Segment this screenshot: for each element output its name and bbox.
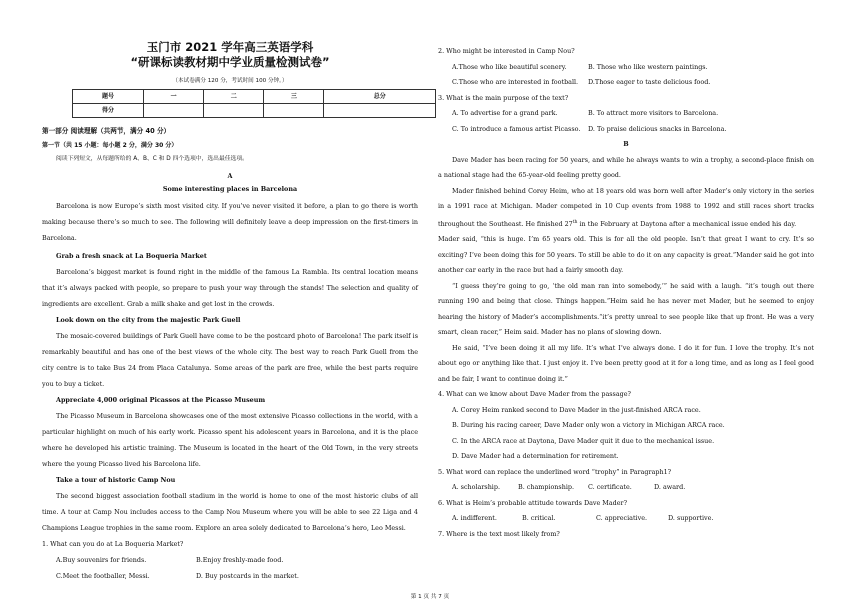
option-c[interactable]: C. In the ARCA race at Daytona, Dave Mader quit it due to the mechanical issue. — [452, 436, 715, 445]
question-5: 5. What word can replace the underlined word “trophy” in Paragraph1? — [438, 467, 672, 476]
passage-b-label: B — [623, 140, 629, 148]
option-d[interactable]: D. Dave Mader had a determination for retirement. — [452, 452, 619, 461]
part1-heading: 第一部分 阅读理解（共两节，满分 40 分） — [42, 127, 171, 135]
question-3-options — [438, 122, 814, 138]
option-d[interactable]: D. Buy postcards in the market. — [196, 572, 299, 580]
option-c[interactable]: C.Those who are interested in football. — [452, 78, 579, 86]
instructions: 阅读下列短文，从每题所给的 A、B、C 和 D 四个选项中，选出最佳选项。 — [56, 156, 248, 162]
option-a[interactable]: A. Corey Heim ranked second to Dave Mader in the just-finished ARCA race. — [452, 405, 701, 414]
exam-title-line1: 玉门市 2021 学年高三英语学科 — [146, 40, 314, 54]
option-d[interactable]: D. award. — [654, 483, 686, 492]
option-a[interactable]: A. indifferent. — [452, 514, 497, 523]
option-d[interactable]: D.Those eager to taste delicious food. — [588, 78, 711, 86]
section-text: The Picasso Museum in Barcelona showcases one of the most extensive Picasso collections in the world, with a particular highlight on much of his early work. Picasso spent his adolescent years in Barcelona, and it is the place where he developed his artistic training. The Museum is located in the heart of the Old Town, in the very streets where the young Picasso lived his Barcelona life. — [42, 412, 418, 468]
option-d[interactable]: D. supportive. — [668, 514, 714, 523]
paragraph-text: Mader finished behind Corey Heim, who at 18 years old was born well after Mader’s only victory in the series in a 1991 race at Michigan. Mader competed in 10 Cup events from 1988 to 1992 and still races short tracks throughout the Southeast. He finished 27 — [438, 186, 814, 228]
section-text: Barcelona’s biggest market is found right in the middle of the famous La Rambla. Its central location means that it’s always packed with people, so prepare to push your way through the stands! The selection and quality of ingredients are excellent. Grab a milk shake and get lost in the crowds. — [42, 268, 418, 308]
score-cell[interactable] — [144, 104, 204, 118]
section-title: Take a tour of historic Camp Nou — [56, 476, 176, 484]
page-footer: 第 1 页 共 7 页 — [410, 594, 450, 600]
section-title: Grab a fresh snack at La Boqueria Market — [56, 252, 207, 260]
passage-b-paragraph: Dave Mader has been racing for 50 years, and while he always wants to win a trophy, a second-place finish on a national stage had the 65-year-old feeling pretty good. — [438, 155, 814, 179]
section-text: The second biggest association football stadium in the world is home to one of the most historic clubs of all time. A tour at Camp Nou includes access to the Camp Nou Museum where you will be able to see 22 Liga and 4 Champions League trophies in the same room. Explore an area solely dedicated to Barcelona’s hero, Leo Messi. — [42, 492, 418, 532]
option-b[interactable]: B. Those who like western paintings. — [588, 62, 708, 71]
passage-a-label: A — [227, 172, 233, 180]
option-d[interactable]: D. To praise delicious snacks in Barcelona. — [588, 124, 727, 133]
option-b[interactable]: B. critical. — [522, 514, 556, 523]
question-6-options — [438, 511, 814, 527]
score-table-row — [73, 104, 436, 118]
question-2-options — [438, 75, 814, 91]
exam-note: （本试卷满分 120 分，考试时间 100 分钟。） — [172, 78, 288, 84]
score-cell: 二 — [204, 90, 264, 104]
option-c[interactable]: C. certificate. — [588, 483, 632, 492]
question-4: 4. What can we know about Dave Mader from the passage? — [438, 390, 631, 399]
score-table — [72, 89, 436, 118]
score-cell: 题号 — [73, 90, 144, 104]
question-1-options — [42, 552, 418, 568]
right-block — [438, 44, 814, 542]
score-table-row — [73, 90, 436, 104]
score-cell: 总分 — [324, 90, 436, 104]
section-text: The mosaic-covered buildings of Park Guell have come to be the postcard photo of Barcelona! The park itself is remarkably beautiful and has one of the best views of the whole city. The best way to reach Park Guell from the city centre is to take Bus 24 from Placa Catalunya. Some areas of the park are free, while the best parts require you to buy a ticket. — [42, 332, 418, 388]
question-1: 1. What can you do at La Boqueria Market? — [42, 540, 184, 548]
option-b[interactable]: B. To attract more visitors to Barcelona. — [588, 109, 719, 117]
paragraph-text: in the February at Daytona after a mechanical issue ended his day. — [577, 219, 797, 228]
passage-b-paragraph — [438, 184, 814, 233]
score-cell: 三 — [264, 90, 324, 104]
option-b[interactable]: B. During his racing career, Dave Mader only won a victory in Michigan ARCA race. — [452, 421, 725, 430]
question-6: 6. What is Heim’s probable attitude towards Dave Mader? — [438, 498, 628, 507]
passage-b-paragraph: “I guess they’re going to go, ‘the old man ran into somebody,’” he said with a laugh. “it’s tough out there running 190 and being that close. Things happen.”Heim said he has never met Mader, but he seemed to enjoy hearing the history of Mader’s accomplishments.“it’s pretty unreal to see people like that up front. He was a very smart, clean racer,” Heim said. Mader has no plans of slowing down. — [438, 281, 814, 337]
option-c[interactable]: C. To introduce a famous artist Picasso. — [452, 124, 581, 133]
question-7: 7. Where is the text most likely from? — [438, 529, 560, 538]
score-cell[interactable] — [324, 104, 436, 118]
passage-b-paragraph: He said, “I’ve been doing it all my life. It’s what I’ve always done. I do it for fun. I love the trophy. It’s not about ego or anything like that. I just enjoy it. I’ve been pretty good at it for a long time, and as long as I feel good and be fair, I want to continue doing it.” — [438, 343, 814, 383]
passage-a-title: Some interesting places in Barcelona — [162, 185, 298, 193]
question-2: 2. Who might be interested in Camp Nou? — [438, 47, 575, 55]
part1-block — [42, 126, 418, 584]
question-2-options — [438, 60, 814, 76]
ordinal-suffix: th — [572, 219, 578, 225]
score-cell[interactable] — [264, 104, 324, 118]
section-title: Appreciate 4,000 original Picassos at the Picasso Museum — [56, 396, 266, 404]
passage-a-intro: Barcelona is now Europe’s sixth most visited city. If you’ve never visited it before, a plan to go there is worth making because there’s so much to see. The following will definitely leave a deep impression on the first-timers in Barcelona. — [42, 202, 418, 242]
option-b[interactable]: B.Enjoy freshly-made food. — [196, 556, 284, 564]
option-a[interactable]: A.Those who like beautiful scenery. — [452, 62, 567, 71]
option-a[interactable]: A. To advertise for a grand park. — [452, 109, 558, 117]
option-c[interactable]: C. appreciative. — [596, 514, 648, 523]
option-a[interactable]: A. scholarship. — [452, 483, 500, 492]
score-cell: 得分 — [73, 104, 144, 118]
option-b[interactable]: B. championship. — [518, 483, 574, 492]
section-title: Look down on the city from the majestic Park Guell — [56, 316, 241, 324]
passage-b-paragraph: Mader said, “this is huge. I’m 65 years old. This is for all the old people. Isn’t that great I want to cry. It’s so exciting? I’ve been doing this for 50 years. To still be able to do it on any capacity is great.”Mander said he got into another car early in the race but had a fairly smooth day. — [438, 235, 814, 275]
question-3: 3. What is the main purpose of the text? — [438, 93, 569, 102]
question-3-options — [438, 106, 814, 122]
section1-heading: 第一节（共 15 小题：每小题 2 分，满分 30 分） — [42, 142, 178, 149]
question-5-options — [438, 480, 814, 496]
score-cell: 一 — [144, 90, 204, 104]
option-a[interactable]: A.Buy souvenirs for friends. — [56, 556, 147, 564]
score-cell[interactable] — [204, 104, 264, 118]
option-c[interactable]: C.Meet the footballer, Messi. — [56, 572, 150, 580]
question-1-options — [42, 568, 418, 584]
exam-title-line2: “研课标读教材期中学业质量检测试卷” — [130, 55, 330, 69]
